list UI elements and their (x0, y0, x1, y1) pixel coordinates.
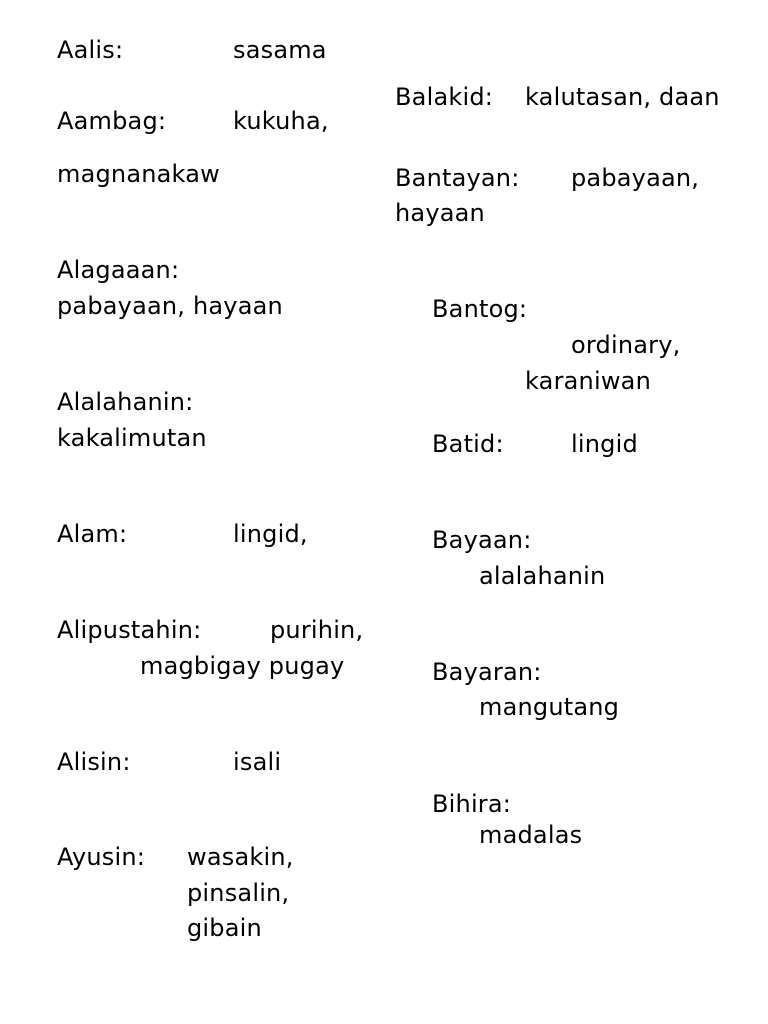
def-bantog-1: ordinary, (571, 331, 681, 359)
def-ayusin-3: gibain (187, 914, 262, 942)
term-alipustahin: Alipustahin: (57, 616, 202, 644)
def-bantayan-2: hayaan (395, 199, 485, 227)
term-aalis: Aalis: (57, 36, 124, 64)
term-alisin: Alisin: (57, 748, 131, 776)
def-aambag-1: kukuha, (233, 107, 329, 135)
def-aalis: sasama (233, 36, 327, 64)
term-alagaaan: Alagaaan: (57, 256, 180, 284)
term-bayaan: Bayaan: (432, 526, 532, 554)
term-bihira: Bihira: (432, 790, 512, 818)
def-batid: lingid (571, 430, 638, 458)
def-bihira: madalas (479, 821, 583, 849)
def-alalahanin: kakalimutan (57, 424, 207, 452)
def-ayusin-1: wasakin, (187, 843, 294, 871)
def-aambag-2: magnanakaw (57, 160, 220, 188)
term-ayusin: Ayusin: (57, 843, 146, 871)
def-alipustahin-1: purihin, (270, 616, 364, 644)
term-aambag: Aambag: (57, 107, 167, 135)
def-bayaran: mangutang (479, 693, 620, 721)
term-batid: Batid: (432, 430, 504, 458)
def-bayaan: alalahanin (479, 562, 606, 590)
def-ayusin-2: pinsalin, (187, 879, 290, 907)
def-alam: lingid, (233, 520, 308, 548)
term-bantayan: Bantayan: (395, 164, 520, 192)
def-alagaaan: pabayaan, hayaan (57, 292, 283, 320)
term-alalahanin: Alalahanin: (57, 388, 194, 416)
def-bantayan-1: pabayaan, (571, 164, 700, 192)
term-alam: Alam: (57, 520, 128, 548)
def-balakid: kalutasan, daan (525, 83, 720, 111)
def-alisin: isali (233, 748, 282, 776)
def-bantog-2: karaniwan (525, 367, 651, 395)
term-bantog: Bantog: (432, 295, 528, 323)
term-balakid: Balakid: (395, 83, 494, 111)
def-alipustahin-2: magbigay pugay (140, 652, 345, 680)
term-bayaran: Bayaran: (432, 658, 542, 686)
